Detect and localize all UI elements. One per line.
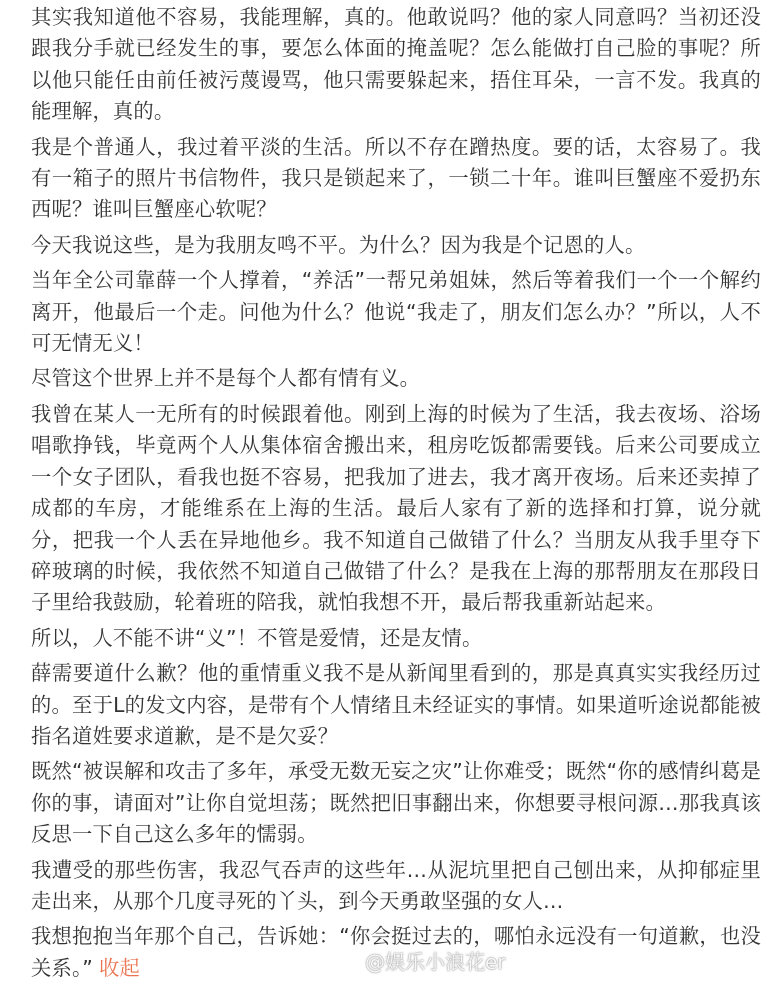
post-paragraph: 薛需要道什么歉？他的重情重义我不是从新闻里看到的，那是真真实实我经历过的。至于L的发文内容，是带有个人情绪且未经证实的事情。如果道听途说都能被指名道姓要求道歉，是不是欠妥？ (31, 661, 761, 748)
post-paragraph: 我曾在某人一无所有的时候跟着他。刚到上海的时候为了生活，我去夜场、浴场唱歌挣钱，毕竟两个人从集体宿舍搬出来，租房吃饭都需要钱。后来公司要成立一个女子团队，看我也挺不容易，把我加了进去，我才离开夜场。后来还卖掉了成都的车房，才能维系在上海的生活。最后人家有了新的选择和打算，说分就分，把我一个人丢在异地他乡。我不知道自己做错了什么？当朋友从我手里夺下碎玻璃的时候，我依然不知道自己做错了什么？是我在上海的那帮朋友在那段日子里给我鼓励，轮着班的陪我，就怕我想不开，最后帮我重新站起来。 (31, 401, 761, 615)
weibo-logo-icon (331, 949, 359, 973)
watermark (331, 946, 506, 975)
post-body (31, 2, 761, 988)
post-paragraph: 我是个普通人，我过着平淡的生活。所以不存在蹭热度。要的话，太容易了。我有一箱子的照片书信物件，我只是锁起来了，一锁二十年。谁叫巨蟹座不爱扔东西呢？谁叫巨蟹座心软呢？ (31, 134, 761, 222)
watermark-text: @娱乐小浪花er (365, 950, 506, 974)
post-paragraph: 所以，人不能不讲“义”！不管是爱情，还是友情。 (31, 625, 483, 650)
post-paragraph-text: 我想抱抱当年那个自己，告诉她：“你会挺过去的，哪怕永远没有一句道歉，也没关系。” (31, 924, 761, 980)
post-paragraph: 今天我说这些，是为我朋友鸣不平。为什么？因为我是个记恩的人。 (31, 232, 646, 257)
post-paragraph: 我遭受的那些伤害，我忍气吞声的这些年…从泥坑里把自己刨出来，从抑郁症里走出来，从那个几度寻死的丫头，到今天勇敢坚强的女人… (31, 857, 761, 913)
post-paragraph: 当年全公司靠薛一个人撑着，“养活”一帮兄弟姐妹，然后等着我们一个一个解约离开，他最后一个走。问他为什么？他说“我走了，朋友们怎么办？”所以，人不可无情无义！ (31, 268, 761, 356)
post-paragraph: 其实我知道他不容易，我能理解，真的。他敢说吗？他的家人同意吗？当初还没跟我分手就已经发生的事，要怎么体面的掩盖呢？怎么能做打自己脸的事呢？所以他只能任由前任被污蔑谩骂，他只需要躲起来，捂住耳朵，一言不发。我真的能理解，真的。 (31, 5, 761, 124)
collapse-link[interactable]: 收起 (99, 955, 140, 980)
post-paragraph: 尽管这个世界上并不是每个人都有情有义。 (31, 366, 421, 391)
post-paragraph: 既然“被误解和攻击了多年，承受无数无妄之灾”让你难受；既然“你的感情纠葛是你的事，请面对”让你自觉坦荡；既然把旧事翻出来，你想要寻根问源…那我真该反思一下自己这么多年的懦弱。 (31, 759, 761, 847)
